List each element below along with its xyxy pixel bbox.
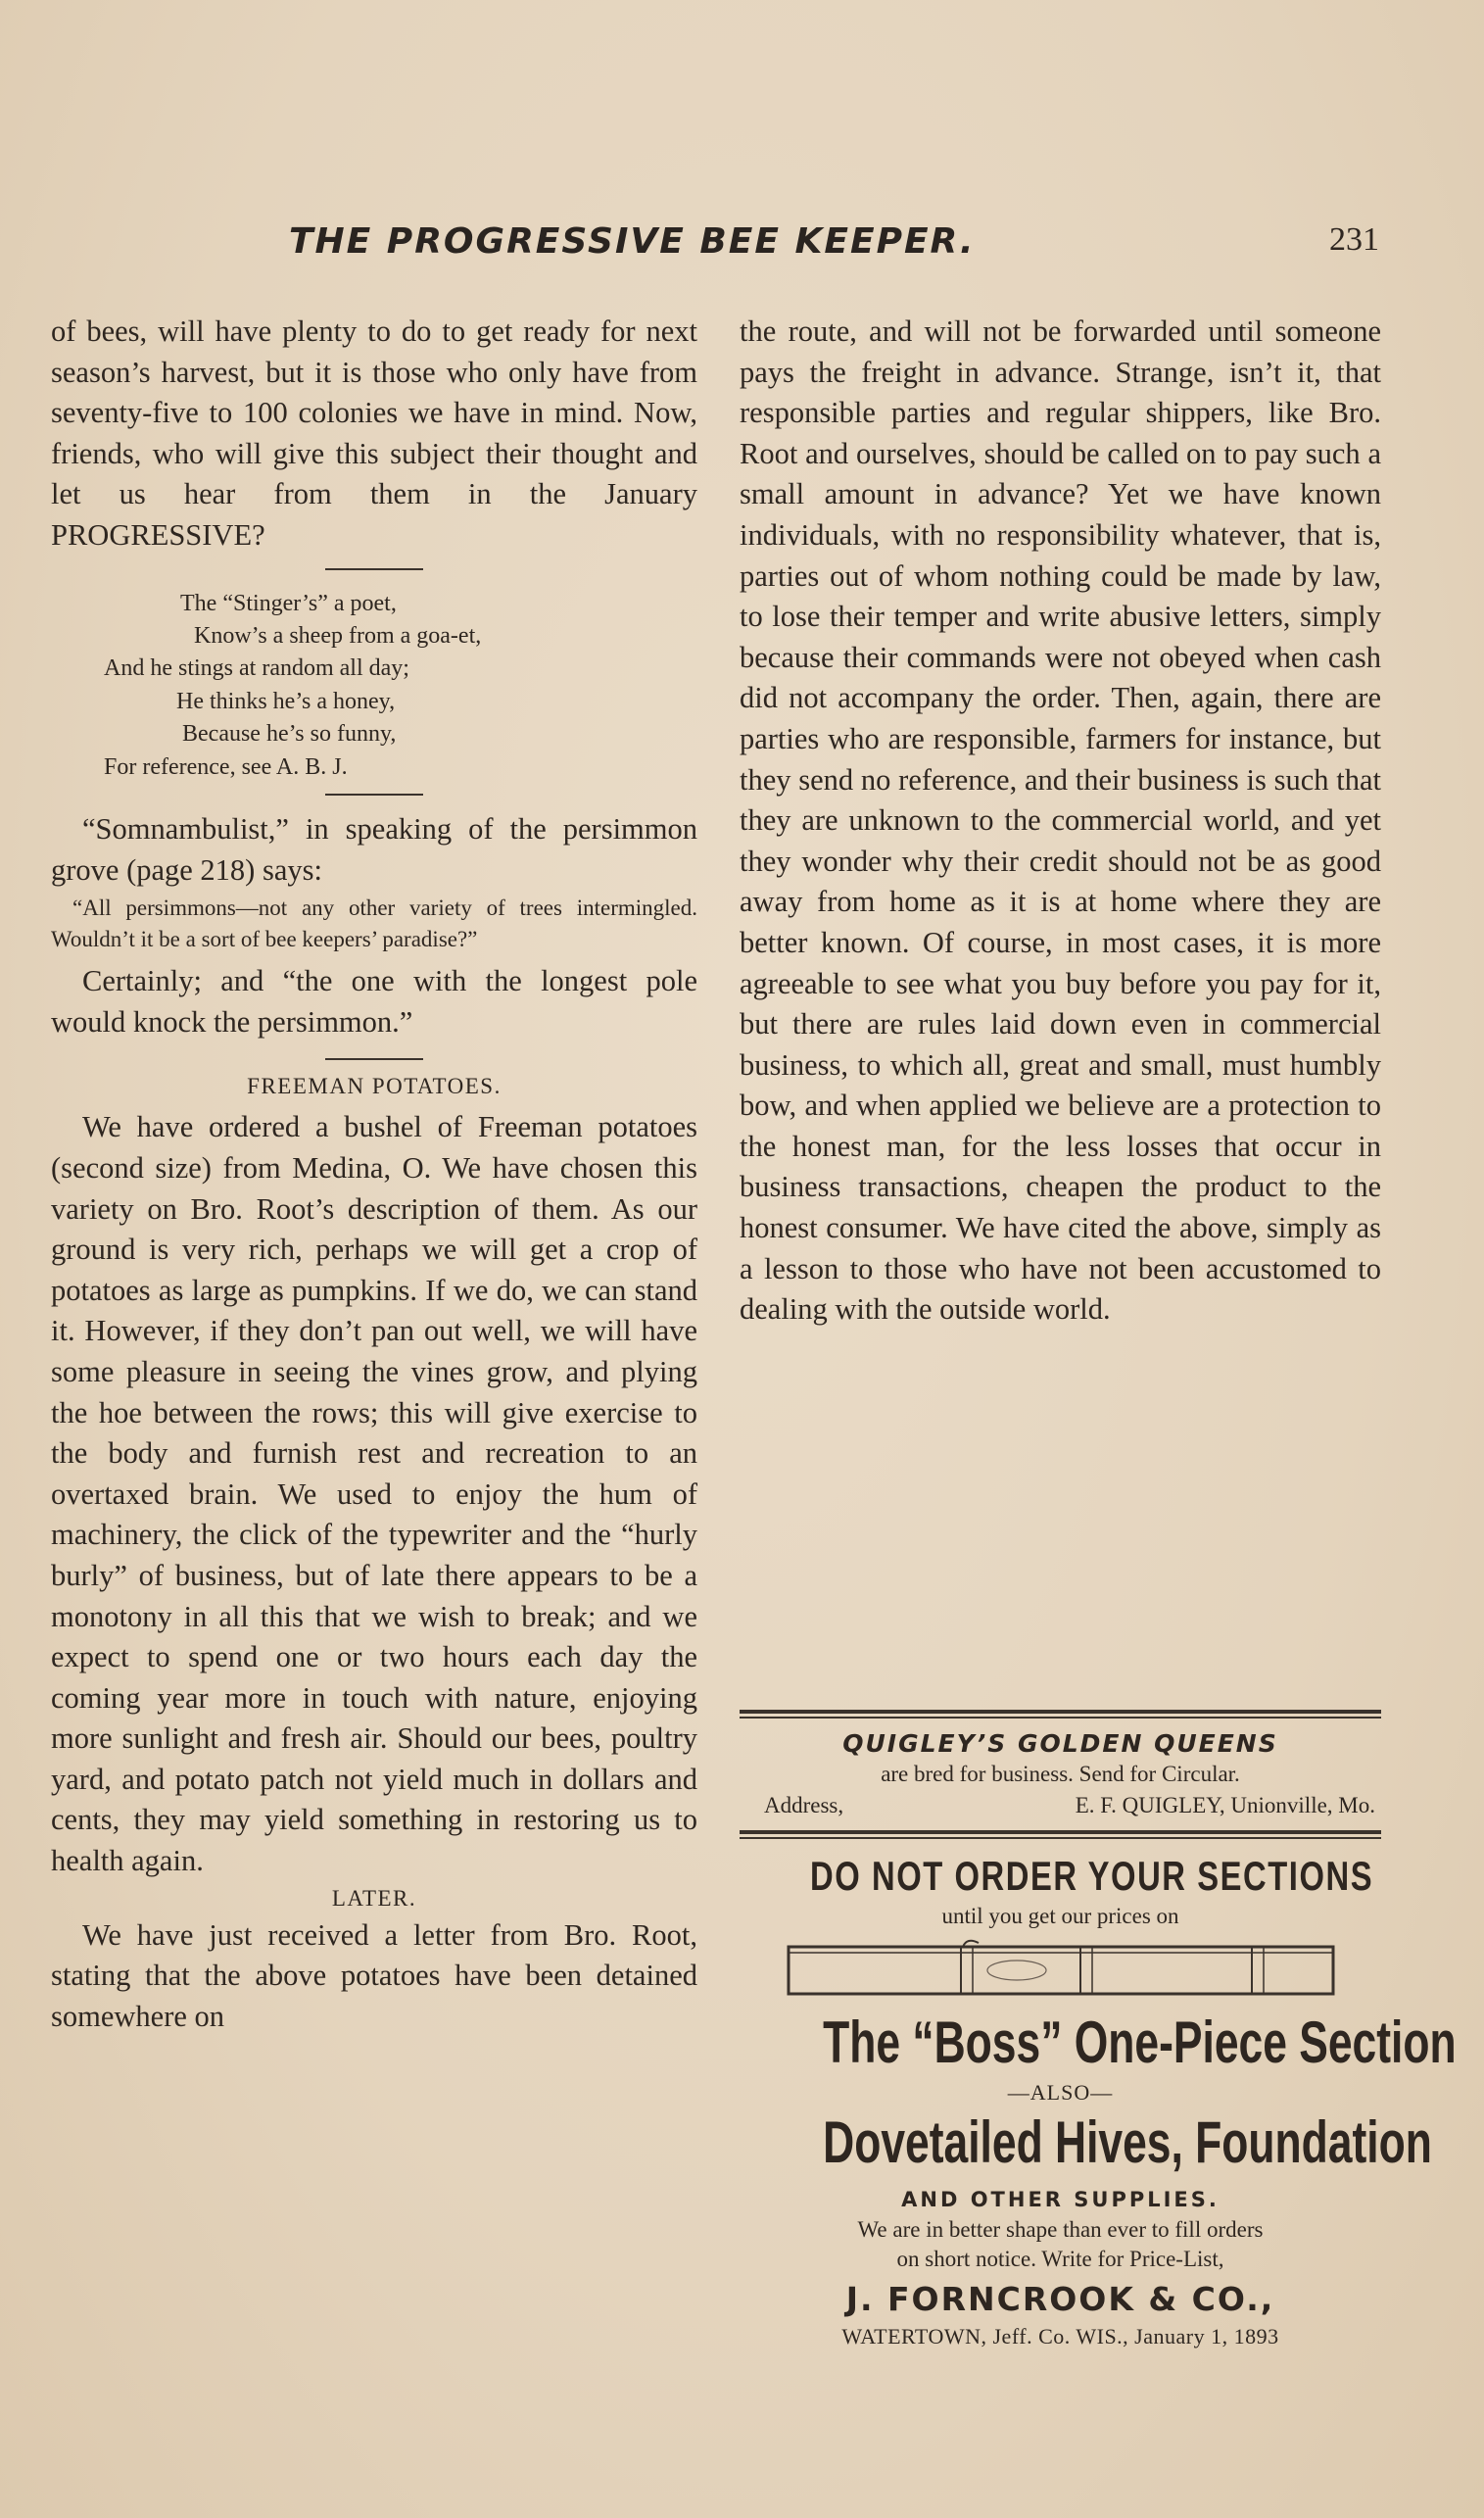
section-illustration — [787, 1939, 1335, 1998]
poem-line: He thinks he’s a honey, — [176, 688, 396, 714]
potatoes-paragraph: We have ordered a bushel of Freeman potatoes (second size) from Medina, O. We have chosen this variety on Bro. Root’s description of them. As our ground is very rich, perhaps we will get a crop of potatoes as large as pumpkins. If we do, we can stand it. However, if they don’t pan out well, we will have some pleasure in seeing the vines grow, and plying the hoe between the rows; this will give exercise to the body and furnish rest and recreation to an overtaxed brain. We used to enjoy the hum of machinery, the click of the typewriter and the “hurly burly” of business, but of late there appears to be a monotony in all this that we wish to break; and we expect to spend one or two hours each day the coming year more in touch with nature, enjoying more sunlight and fresh air. Should our bees, poultry yard, and potato patch not yield much in dollars and cents, they may yield something in restoring us to health again. — [51, 1110, 697, 1878]
somnambulist-intro: “Somnambulist,” in speaking of the persimmon grove (page 218) says: — [51, 812, 697, 887]
poem-line: The “Stinger’s” a poet, — [180, 590, 397, 616]
poem-line: Know’s a sheep from a goa-et, — [194, 622, 482, 649]
ad-headline: DO NOT ORDER YOUR SECTIONS — [810, 1853, 1374, 1899]
left-column — [51, 312, 697, 2037]
divider-rule — [325, 794, 423, 796]
later-paragraph: We have just received a letter from Bro. Root, stating that the above potatoes have been detained somewhere on — [51, 1917, 697, 2033]
ad-border — [740, 1830, 1381, 1839]
section-heading: FREEMAN POTATOES. — [247, 1074, 502, 1099]
continuation-paragraph: the route, and will not be forwarded until someone pays the freight in advance. Strange, isn’t it, that responsible parties and regular shippers, like Bro. Root and ourselves, should be called on to pay such a small amount in advance? Yet we have known individuals, with no responsibility whatever, that is, parties out of whom nothing could be made by law, to lose their temper and write abusive letters, simply because their commands were not obeyed when cash did not accompany the order. Then, again, there are parties who are responsible, farmers for instance, but they send no reference, and their business is such that they are unknown to the commercial world, and yet they wonder why their credit should not be as good away from home as it is at home where they are better known. Of course, in most cases, it is more agreeable to see what you buy before you pay for it, but there are rules laid down even in commercial business, to which all, great and small, must humbly bow, and when applied we believe are a protection to the honest man, for the less losses that occur in business transactions, cheapen the product to the honest consumer. We have cited the above, simply as a lesson to those who have not been accustomed to dealing with the outside world. — [740, 315, 1381, 1327]
poem-line: And he stings at random all day; — [104, 655, 409, 682]
address-value: E. F. QUIGLEY, Unionville, Mo. — [1075, 1793, 1375, 1817]
ad-product: The “Boss” One-Piece Section — [823, 2010, 1457, 2075]
ad-line-1: We are in better shape than ever to fill orders — [857, 2217, 1264, 2242]
forncrook-ad — [740, 1853, 1457, 2352]
later-heading: LATER. — [331, 1885, 417, 1911]
ad-border — [740, 1710, 1381, 1719]
ad-company-address: WATERTOWN, Jeff. Co. WIS., January 1, 1893 — [841, 2324, 1279, 2349]
ad-product-2: Dovetailed Hives, Foundation — [823, 2109, 1432, 2175]
ad-line-2: on short notice. Write for Price-List, — [896, 2247, 1224, 2271]
poem-line: For reference, see A. B. J. — [104, 753, 348, 780]
divider-rule — [325, 568, 423, 570]
ad-text: are bred for business. Send for Circular. — [881, 1762, 1240, 1786]
ad-also: —ALSO— — [1007, 2080, 1114, 2105]
page-number: 231 — [1329, 221, 1379, 258]
poem — [104, 588, 697, 784]
persimmon-reply: Certainly; and “the one with the longest pole would knock the persimmon.” — [51, 964, 697, 1039]
somnambulist-quote: “All persimmons—not any other variety of trees intermingled. Wouldn’t it be a sort of bee keepers’ paradise?” — [51, 896, 697, 952]
ad-company: J. FORNCROOK & CO., — [845, 2280, 1275, 2318]
poem-line: Because he’s so funny, — [182, 721, 397, 748]
advertisements — [740, 1710, 1457, 2352]
quigley-ad — [740, 1728, 1381, 1822]
page-header — [0, 221, 1484, 270]
ad-title: QUIGLEY’S GOLDEN QUEENS — [842, 1729, 1278, 1758]
address-label: Address, — [764, 1793, 844, 1817]
opening-paragraph: of bees, will have plenty to do to get ready for next season’s harvest, but it is those who only have from seventy-five to 100 colonies we have in mind. Now, friends, who will give this subject their thought and let us hear from them in the January PROGRESSIVE? — [51, 315, 697, 552]
ad-other-supplies: AND OTHER SUPPLIES. — [901, 2188, 1220, 2211]
ad-subline: until you get our prices on — [941, 1904, 1179, 1928]
divider-rule — [325, 1058, 423, 1060]
running-title: THE PROGRESSIVE BEE KEEPER. — [289, 221, 976, 262]
right-column — [740, 312, 1381, 1331]
ad-address — [740, 1789, 1381, 1822]
